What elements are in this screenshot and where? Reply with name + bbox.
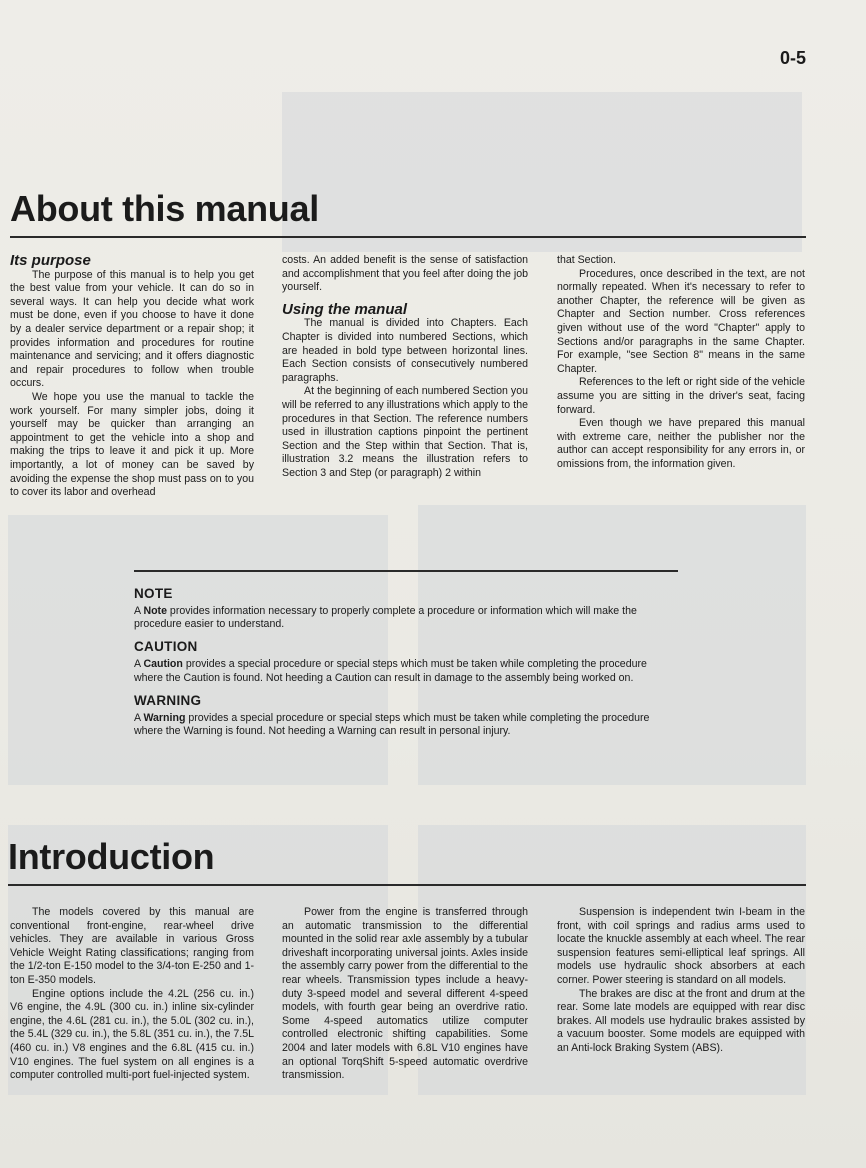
intro-models-paragraph: The models covered by this manual are conventional front-engine, rear-wheel drive vehicles. They are available in various Gross Vehicle Weight Rating classifications; ranging from the 1/2-ton E-150 model to the 3/4-ton E-250 and 1-ton E-350 models. bbox=[10, 906, 254, 986]
warning-body: provides a special procedure or special steps which must be taken while completing the procedure where the Warning is found. Not heeding a Warning can result in personal injury. bbox=[134, 711, 650, 738]
care-paragraph: Even though we have prepared this manual with extreme care, neither the publisher nor the author can accept responsibility for any errors in, or omissions from, the information given. bbox=[557, 417, 805, 470]
about-column-1 bbox=[10, 254, 254, 500]
intro-brakes-paragraph: The brakes are disc at the front and drum at the rear. Some late models are equipped with rear disc brakes. All models use hydraulic brakes assisted by a vacuum booster. Some models are equipped with an Anti-lock Braking System (ABS). bbox=[557, 987, 805, 1054]
about-rule bbox=[10, 236, 806, 238]
note-keyword: Note bbox=[143, 605, 167, 617]
intro-engines-paragraph: Engine options include the 4.2L (256 cu. in.) V6 engine, the 4.9L (300 cu. in.) inline six-cylinder engine, the 4.6L (281 cu. in.), the 5.0L (302 cu. in.), the 5.4L (329 cu. in.), the 5.8L (351 cu. in.), the 7.5L (460 cu. in.) V8 engines and the 6.8L (415 cu. in.) V10 engines. The fuel system on all engines is a computer controlled multi-port fuel-injected system. bbox=[10, 987, 254, 1082]
note-prefix: A bbox=[134, 605, 144, 617]
notice-box bbox=[134, 570, 678, 738]
bleed-through-image-top bbox=[282, 92, 802, 252]
caution-prefix: A bbox=[134, 658, 144, 671]
intro-column-1 bbox=[10, 906, 254, 1083]
intro-column-2 bbox=[282, 906, 528, 1083]
its-purpose-heading: Its purpose bbox=[10, 252, 91, 269]
about-heading: About this manual bbox=[10, 188, 319, 229]
references-paragraph: References to the left or right side of the vehicle assume you are sitting in the driver's seat, facing forward. bbox=[557, 376, 805, 416]
warning-heading: WARNING bbox=[134, 692, 202, 708]
purpose-paragraph-2: We hope you use the manual to tackle the work yourself. For many simpler jobs, doing it yourself may be quicker than arranging an appointment to get the vehicle into a shop and making the trips to leave it and pick it up. More importantly, a lot of money can be saved by avoiding the expense the shop must pass on to you to cover its labor and overhead bbox=[10, 390, 254, 499]
warning-keyword: Warning bbox=[143, 711, 186, 724]
caution-body: provides a special procedure or special steps which must be taken while completing the procedure where the Caution is found. Not heeding a Caution can result in damage to the assembly being worked on. bbox=[134, 658, 647, 684]
introduction-heading: Introduction bbox=[8, 836, 215, 877]
procedures-paragraph: Procedures, once described in the text, are not normally repeated. When it's necessary to refer to another Chapter, the reference will be given as Chapter and Section number. Cross references given without use of the word "Chapter" apply to Sections and/or paragraphs in the same Chapter. For example, "see Section 8" means in the same Chapter. bbox=[557, 267, 805, 375]
using-manual-heading: Using the manual bbox=[282, 300, 408, 318]
purpose-paragraph-1: The purpose of this manual is to help you get the best value from your vehicle. It can do so in several ways. It can help you decide what work must be done, even if you choose to have it done by a dealer service department or a repair shop; it provides information and procedures for routine maintenance and servicing; and it offers diagnostic and repair procedures to follow when trouble occurs. bbox=[10, 268, 254, 390]
page-number: 0-5 bbox=[779, 48, 806, 68]
caution-heading: CAUTION bbox=[134, 639, 198, 655]
using-paragraph-1: The manual is divided into Chapters. Each Chapter is divided into numbered Sections, which are headed in bold type between horizontal lines. Each Section consists of consecutively numbered paragraphs. bbox=[282, 317, 528, 384]
caution-keyword: Caution bbox=[143, 658, 183, 671]
caution-text bbox=[134, 658, 678, 684]
warning-text bbox=[134, 712, 678, 738]
about-column-2 bbox=[282, 254, 528, 481]
using-paragraph-2: At the beginning of each numbered Section you will be referred to any illustrations which apply to the procedures in that Section. The reference numbers used in illustration captions pinpoint the pertinent Section and the Step within that Section. That is, illustration 3.2 means the illustration refers to Section 3 and Step (or paragraph) 2 within bbox=[282, 385, 528, 479]
note-body: provides information necessary to properly complete a procedure or information which will make the procedure easier to understand. bbox=[134, 605, 637, 631]
intro-suspension-paragraph: Suspension is independent twin I-beam in the front, with coil springs and radius arms used to locate the knuckle assembly at each wheel. The rear suspension features semi-elliptical leaf springs. All models use hydraulic shock absorbers at each corner. Power steering is standard on all models. bbox=[557, 906, 805, 986]
using-paragraph-2-continued: that Section. bbox=[557, 254, 616, 266]
intro-column-3 bbox=[557, 906, 805, 1056]
note-heading: NOTE bbox=[134, 586, 173, 601]
about-column-3 bbox=[557, 254, 805, 472]
note-text bbox=[134, 605, 678, 631]
introduction-rule bbox=[8, 884, 806, 886]
purpose-paragraph-2-continued: costs. An added benefit is the sense of satisfaction and accomplishment that you feel after doing the job yourself. bbox=[282, 254, 528, 294]
warning-prefix: A bbox=[134, 711, 144, 724]
intro-power-paragraph: Power from the engine is transferred through an automatic transmission to the differential mounted in the solid rear axle assembly by a tubular driveshaft incorporating universal joints. Axles inside the assembly carry power from the differential to the rear wheels. Transmission types include a heavy-duty 3-speed model and several different 4-speed models, with fourth gear being an overdrive ratio. Some 4-speed automatics utilize computer controlled electronic shifting capabilities. Some 2004 and later models with 6.8L V10 engines have an optional TorqShift 5-speed automatic overdrive transmission. bbox=[282, 906, 528, 1082]
